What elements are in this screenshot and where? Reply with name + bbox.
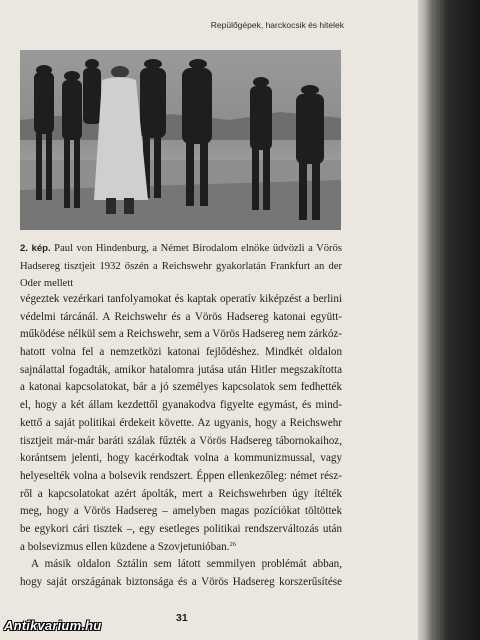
page-number: 31 xyxy=(176,612,188,624)
watermark-logo: Antikvarium.hu xyxy=(4,618,102,633)
text-line: hatott volna fel a nemzetközi katonai fejlődéshez. Mindkét oldalon xyxy=(20,346,342,359)
running-head: Repülőgépek, harckocsik és hitelek xyxy=(210,20,344,30)
body-text xyxy=(20,291,342,592)
text-line: be egykori cári tisztek –, egy esetleges politikai rendszerváltozás után xyxy=(20,522,342,535)
historical-photo-icon xyxy=(20,50,341,230)
text-line: kettő a saját politikai érdekeit követte. Az ugyanis, hogy a Reichswehr xyxy=(20,416,342,429)
text-line: hogy saját országának biztonsága és a Vörös Hadsereg korszerűsítése xyxy=(20,576,342,588)
text-line: helyeselték volna a bolsevik rendszert. Éppen ellenkezőleg: német rész- xyxy=(20,469,342,482)
page-edge-shadow xyxy=(418,0,480,640)
text-line-with-footnote xyxy=(20,539,342,557)
text-line: a bolsevizmus ellen küzdene a Szovjetunióban. xyxy=(20,540,230,553)
text-line: működése nélkül sem a Reichswehr, sem a Vörös Hadsereg nem zárkóz- xyxy=(20,328,342,341)
text-line: meg, hogy a Vörös Hadsereg – amelyben magas pozíciókat töltöttek xyxy=(20,505,342,518)
text-line: el, hogy a két állam kezdettől gyanakodva figyelte egymást, és mind- xyxy=(20,399,342,412)
text-line: korántsem jelenti, hogy kacérkodtak volna a kommunizmussal, vagy xyxy=(20,452,342,465)
photo-caption xyxy=(20,240,342,293)
historical-photo xyxy=(20,50,341,230)
text-line: a katonai kapcsolatokat, bár a jó személyes kapcsolatok sem fedhették xyxy=(20,381,342,394)
text-line: sajnálattal fogadták, amikor hatalomra jutása után Hitler megszakította xyxy=(20,363,342,376)
caption-label: 2. kép. xyxy=(20,243,51,254)
caption-text: Paul von Hindenburg, a Német Birodalom elnöke üdvözli a Vörös Hadsereg tisztjeit 1932 őszén a Reichswehr gyakorlatán Frankfurt an der Oder mellett xyxy=(20,243,342,289)
text-line: védelmi tárcánál. A Reichswehr és a Vörös Hadsereg katonai együtt- xyxy=(20,310,342,323)
text-line: ről a kapcsolatokat azért ápolták, mert a Reichswehrben úgy ítélték xyxy=(20,487,342,500)
text-line: végeztek vezérkari tanfolyamokat és kaptak operatív kiképzést a berlini xyxy=(20,293,342,305)
text-line: tisztjeit már-már baráti szálak fűzték a Vörös Hadsereg tábornokaihoz, xyxy=(20,434,342,447)
text-line: A másik oldalon Sztálin sem látott semmilyen problémát abban, xyxy=(31,558,342,571)
footnote-ref: 26 xyxy=(229,540,236,548)
